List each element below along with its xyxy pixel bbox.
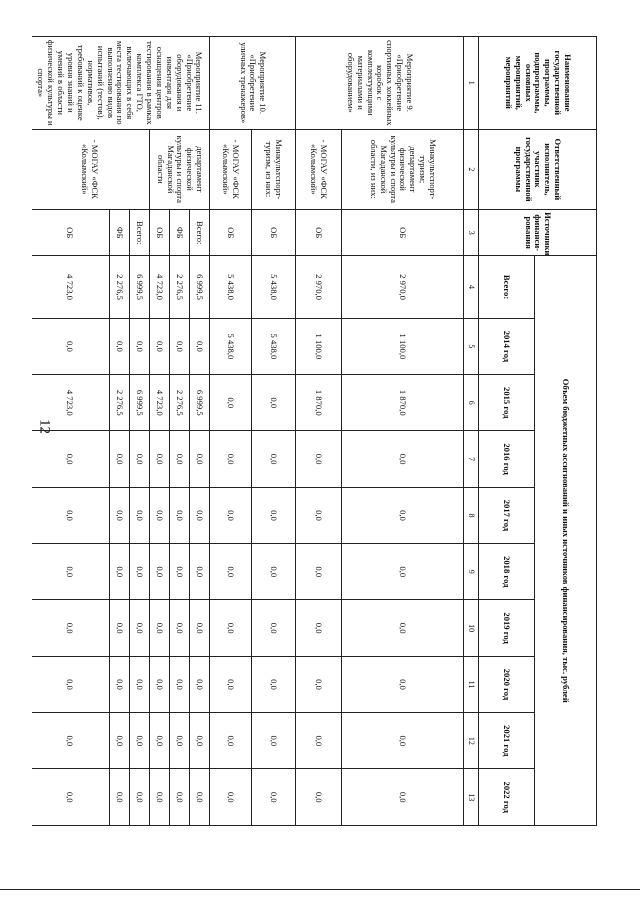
cell: 0,0: [190, 656, 210, 712]
cell: 0,0: [110, 544, 130, 600]
header-total: Всего:: [479, 256, 535, 318]
cell: 0,0: [150, 431, 170, 487]
cell: 0,0: [190, 487, 210, 543]
table-row: [342, 37, 464, 826]
cell: 0,0: [210, 431, 252, 487]
activity-10-name: Мероприятие 10. «Приобретение уличных тренажеров»: [210, 37, 296, 130]
column-number: 7: [464, 431, 479, 487]
cell: 0,0: [170, 713, 190, 769]
cell: 4 723,0: [150, 375, 170, 431]
funding-table: [32, 36, 597, 826]
cell: 0,0: [110, 487, 130, 543]
column-number: 13: [464, 769, 479, 826]
cell: 0,0: [110, 769, 130, 826]
cell: 0,0: [342, 656, 464, 712]
cell: 0,0: [252, 656, 296, 712]
cell: 0,0: [210, 544, 252, 600]
cell: 0,0: [150, 769, 170, 826]
cell: 0,0: [296, 713, 342, 769]
cell: 2 276,5: [110, 375, 130, 431]
cell: 6 999,5: [190, 375, 210, 431]
activity-9-responsible: Минкультспорт-туризм; департамент физической культуры и спорта Магаданской области, из них:: [342, 129, 464, 210]
cell: 0,0: [130, 600, 150, 656]
cell: 0,0: [150, 713, 170, 769]
rotated-content: [32, 36, 597, 826]
cell: 0,0: [150, 600, 170, 656]
column-number: 6: [464, 375, 479, 431]
cell: 0,0: [170, 544, 190, 600]
activity-11-subresponsible: - МОГАУ «ФСК «Колымский»: [32, 129, 150, 210]
column-number: 8: [464, 487, 479, 543]
cell: 4 723,0: [32, 256, 110, 318]
activity-9-name: Мероприятие 9. «Приобретение спортивных хоккейных коробок с комплектующими материалами и оборудованием»: [296, 37, 464, 130]
header-source: Источники финанси-рования: [479, 210, 597, 256]
cell: 0,0: [170, 769, 190, 826]
cell: 0,0: [110, 713, 130, 769]
cell: 0,0: [150, 544, 170, 600]
page-number: 12: [36, 419, 53, 434]
cell: ОБ: [342, 210, 464, 256]
cell: ОБ: [252, 210, 296, 256]
activity-11-name: Мероприятие 11. «Приобретение оборудования и инвентаря для оснащения центров тестирования в рамках комплекса ГТО, включающих в себя места тестирования по выполнению видов испытаний (тестов), нормативов, требований к оценке уровня знаний и умений в области физической культуры и спорта»: [32, 37, 210, 130]
header-year-2021: 2021 год: [479, 713, 535, 769]
cell: 2 276,5: [110, 256, 130, 318]
cell: 1 870,0: [296, 375, 342, 431]
cell: 0,0: [130, 769, 150, 826]
cell: 6 999,5: [190, 256, 210, 318]
table-row: [252, 37, 296, 826]
cell: 6 999,5: [130, 256, 150, 318]
cell: 0,0: [170, 318, 190, 374]
rotated-page: [32, 36, 597, 826]
activity-10-responsible: Минкультспорт-туризм, из них:: [252, 129, 296, 210]
cell: 0,0: [150, 318, 170, 374]
column-number: 10: [464, 600, 479, 656]
header-year-2022: 2022 год: [479, 769, 535, 826]
cell: 6 999,5: [130, 375, 150, 431]
header-year-2018: 2018 год: [479, 544, 535, 600]
cell: 0,0: [190, 600, 210, 656]
cell: 0,0: [252, 431, 296, 487]
cell: 0,0: [170, 656, 190, 712]
header-name: Наименование государственной программы, подпрограммы, основных мероприятий, мероприятий: [479, 37, 597, 130]
table-row: [130, 37, 150, 826]
cell: 1 870,0: [342, 375, 464, 431]
cell: 4 723,0: [150, 256, 170, 318]
cell: 2 970,0: [342, 256, 464, 318]
activity-10-subresponsible: - МОГАУ «ФСК «Колымский»: [210, 129, 252, 210]
cell: 0,0: [32, 318, 110, 374]
cell: 0,0: [252, 769, 296, 826]
column-number: 5: [464, 318, 479, 374]
cell: 0,0: [210, 769, 252, 826]
header-year-2019: 2019 год: [479, 600, 535, 656]
header-year-2017: 2017 год: [479, 487, 535, 543]
cell: 5 438,0: [252, 318, 296, 374]
cell: 0,0: [32, 487, 110, 543]
cell: 1 100,0: [342, 318, 464, 374]
cell: 0,0: [32, 600, 110, 656]
cell: 1 100,0: [296, 318, 342, 374]
cell: 0,0: [190, 318, 210, 374]
cell: 5 438,0: [210, 256, 252, 318]
cell: 0,0: [252, 713, 296, 769]
cell: ОБ: [296, 210, 342, 256]
cell: 0,0: [32, 656, 110, 712]
cell: 0,0: [170, 431, 190, 487]
table-row: [190, 37, 210, 826]
cell: 0,0: [130, 656, 150, 712]
column-number-row: [464, 37, 479, 826]
column-number: 9: [464, 544, 479, 600]
cell: 0,0: [296, 487, 342, 543]
cell: 0,0: [342, 487, 464, 543]
cell: ОБ: [32, 210, 110, 256]
cell: 0,0: [210, 375, 252, 431]
column-number: 12: [464, 713, 479, 769]
cell: 0,0: [32, 431, 110, 487]
cell: 2 970,0: [296, 256, 342, 318]
cell: 2 276,5: [170, 375, 190, 431]
cell: 0,0: [130, 544, 150, 600]
table-row: [296, 37, 342, 826]
cell: 0,0: [210, 713, 252, 769]
cell: 0,0: [252, 487, 296, 543]
cell: 0,0: [190, 544, 210, 600]
cell: 0,0: [252, 544, 296, 600]
cell: 0,0: [150, 487, 170, 543]
cell: 0,0: [110, 318, 130, 374]
column-number: 11: [464, 656, 479, 712]
column-number: 3: [464, 210, 479, 256]
column-number: 2: [464, 129, 479, 210]
cell: 0,0: [342, 713, 464, 769]
column-number: 4: [464, 256, 479, 318]
column-number: 1: [464, 37, 479, 130]
cell: Всего:: [190, 210, 210, 256]
cell: 0,0: [252, 375, 296, 431]
cell: 0,0: [296, 600, 342, 656]
cell: 0,0: [296, 431, 342, 487]
header-responsible: Ответственный исполнитель, участник государственной программы: [479, 129, 597, 210]
cell: 0,0: [190, 713, 210, 769]
cell: ФБ: [110, 210, 130, 256]
cell: 0,0: [296, 769, 342, 826]
cell: 0,0: [130, 431, 150, 487]
cell: ОБ: [150, 210, 170, 256]
cell: ОБ: [210, 210, 252, 256]
cell: 0,0: [32, 544, 110, 600]
table-row: [210, 37, 252, 826]
cell: 0,0: [210, 656, 252, 712]
cell: 4 723,0: [32, 375, 110, 431]
cell: 0,0: [342, 544, 464, 600]
cell: 0,0: [210, 600, 252, 656]
cell: 0,0: [130, 487, 150, 543]
cell: ФБ: [170, 210, 190, 256]
cell: 0,0: [110, 431, 130, 487]
cell: 0,0: [170, 487, 190, 543]
cell: 0,0: [32, 769, 110, 826]
cell: 2 276,5: [170, 256, 190, 318]
cell: 5 438,0: [252, 256, 296, 318]
cell: 0,0: [342, 769, 464, 826]
cell: 0,0: [130, 318, 150, 374]
cell: 0,0: [296, 656, 342, 712]
activity-11-responsible: департамент физической культуры и спорта Магаданской области: [150, 129, 210, 210]
cell: 0,0: [296, 544, 342, 600]
cell: 5 438,0: [210, 318, 252, 374]
cell: Всего:: [130, 210, 150, 256]
cell: 0,0: [190, 431, 210, 487]
activity-9-subresponsible: - МОГАУ «ФСК «Колымский»: [296, 129, 342, 210]
cell: 0,0: [252, 600, 296, 656]
cell: 0,0: [342, 431, 464, 487]
cell: 0,0: [150, 656, 170, 712]
cell: 0,0: [130, 713, 150, 769]
cell: 0,0: [190, 769, 210, 826]
header-year-2015: 2015 год: [479, 375, 535, 431]
cell: 0,0: [110, 656, 130, 712]
cell: 0,0: [342, 600, 464, 656]
cell: 0,0: [110, 600, 130, 656]
header-funding-group: Объем бюджетных ассигнований и иных источников финансирования, тыс. рублей: [535, 256, 597, 826]
cell: 0,0: [32, 713, 110, 769]
header-year-2014: 2014 год: [479, 318, 535, 374]
header-year-2016: 2016 год: [479, 431, 535, 487]
header-year-2020: 2020 год: [479, 656, 535, 712]
page-bottom-rule: [0, 889, 640, 890]
cell: 0,0: [210, 487, 252, 543]
cell: 0,0: [170, 600, 190, 656]
